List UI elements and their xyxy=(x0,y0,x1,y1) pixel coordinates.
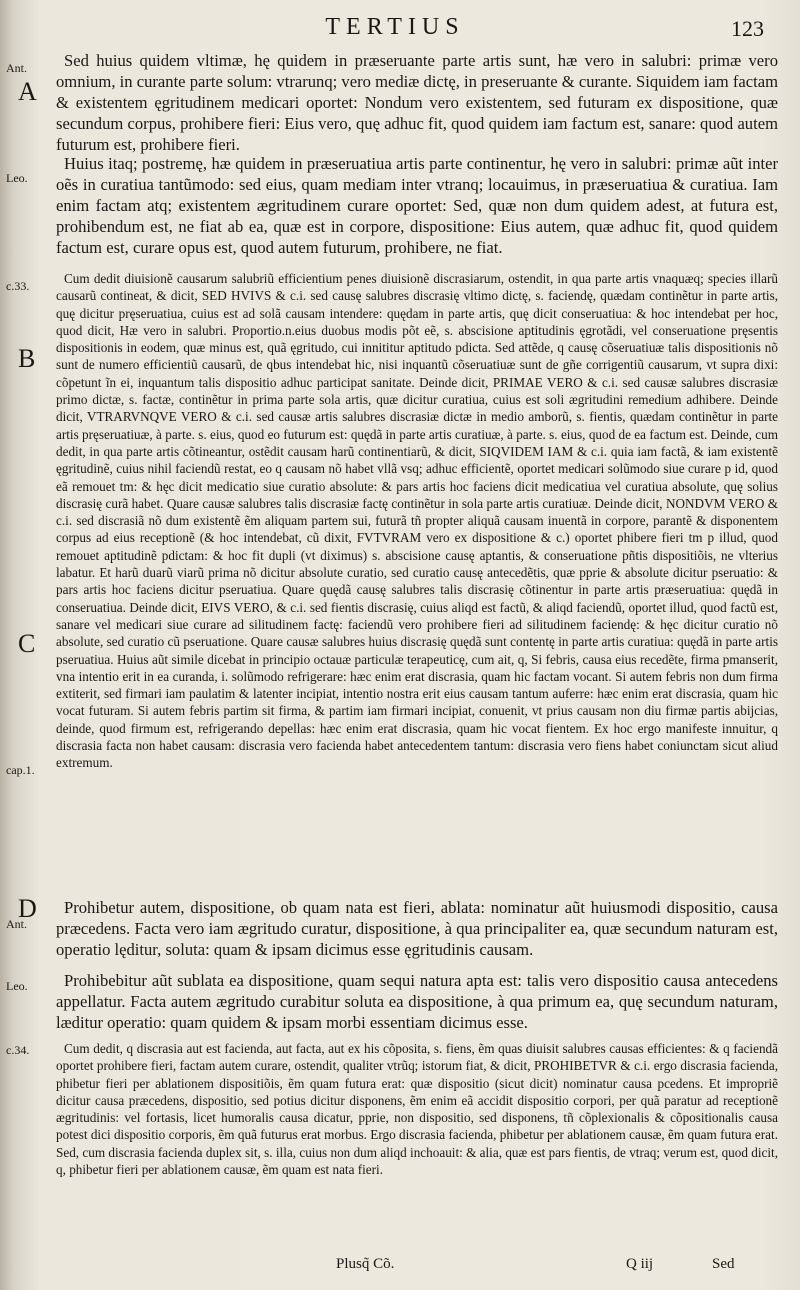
paragraph-leoniceno-2: Prohibebitur aũt sublata ea dispositione, quam sequi natura apta est: talis vero dispositio causa antecedens appellatur. Facta autem ægritudo curabitur soluta ea dispositione, à qua primum ea, quę secundum naturam, læditur operatio: quam quidem & ipsam morbi essentiam dicimus esse. xyxy=(56,971,778,1032)
margin-note-leo: Leo. xyxy=(6,171,28,185)
catchword-right: Sed xyxy=(712,1256,735,1272)
commentary-paragraph-2: Cum dedit, q discrasia aut est facienda, aut facta, aut ex his cõposita, s. fiens, ẽm quas diuisit salubres causas efficientes: & q faciendã oportet prohibere fieri, factam autem curare, ostendit, qualiter vtrũq; istorum fiat, & dicit, PROHIBETVR & c.i. ergo discrasia facienda, phibetur fieri per ablationem dispositiõis, ẽm quam futura erat: quæ dispositio (sicut dicit) nominatur causa pcedens. Et impropriẽ dicitur causa præcedens, dispositio, sed potius dicitur disponens, ẽm enim eã accidit dispositio corpori, per quã paratur ad receptionẽ ægritudinis: vel fortasis, licet humoralis causa dicatur, pprie, non dispositio, sed disponens, tñ cõplexionalis & cõpositionalis causa potest dici dispositio corporis, ẽm quã futurus erat morbus. Ergo discrasia facienda, phibetur per ablationem causæ, ẽm quam futura erat. Sed, cum discrasia facienda duplex sit, s. illa, cuius non dum aliqd inchoauit: & alia, quæ est pars fientis, de vtraq; verum est, quod dicit, q, phibetur fieri per ablationem causæ, ẽm quam est nata fieri. xyxy=(56,1041,778,1178)
margin-letter-c: C xyxy=(18,629,36,658)
text-block-1 xyxy=(56,50,778,155)
text-block-4 xyxy=(56,970,778,1033)
margin-letter-a: A xyxy=(18,77,37,106)
margin-note-leo-2: Leo. xyxy=(6,979,28,993)
margin-note-cap1: cap.1. xyxy=(6,763,35,777)
text-block-2 xyxy=(56,153,778,258)
catchword-left: Plusq̃ Cõ. xyxy=(336,1256,395,1272)
text-block-3 xyxy=(56,897,778,960)
margin-note-ant: Ant. xyxy=(6,61,27,75)
running-head: TERTIUS xyxy=(325,14,465,40)
commentary-block-2 xyxy=(56,1040,778,1178)
page-footer xyxy=(0,1250,800,1280)
margin-note-c34: c.34. xyxy=(6,1043,30,1057)
paragraph-antiqua-2: Prohibetur autem, dispositione, ob quam nata est fieri, ablata: nominatur aũt huiusmodi dispositio, causa præcedens. Facta vero iam ægritudo curatur, dispositione, à qua principaliter ea, quæ secundum naturam est, operatio lęditur, soluta: quam & ipsam dicimus esse ęgritudinis causam. xyxy=(56,898,778,959)
margin-letter-b: B xyxy=(18,344,36,373)
commentary-block-1 xyxy=(56,270,778,772)
signature-mark: Q iij xyxy=(626,1256,654,1272)
commentary-paragraph-1: Cum dedit diuisionẽ causarum salubriũ efficientium penes diuisionẽ discrasiarum, ostendit, in qua parte artis vnaquæq; species illarũ causarũ contineat, & dicit, SED HVIVS & c.i. sed causę salubres discrasię vltimo dictę, s. faciendę, quædam continẽtur in parte artis, quę dicitur pręseruatiua, cuius est ad solã causam intendere: quędam in parte artis, quę dicit conseruatiua: & hoc intendebat per hoc, quod dicit, Hæ vero in salubri. Proportio.n.eius duobus modis põt eẽ, s. abscisione aptitudinis ęgrotãdi, vel conseruatione pręsentis dispositionis in eodem, quæ minus est, quã ęgritudo, cui innititur aptitudo pdicta. Sed attẽde, q causę cõseruatiuæ talis dispositionis nõ sunt de numero efficientiũ causarũ, de qbus intendebat hic, nisi inquantũ cõseruatiuæ sunt de gñe corrigentiũ causarum, vt supra dixi: cõpetunt ĩn ei, inquantum talis dispositio adhuc participat sanitate. Deinde dicit, PRIMAE VERO & c.i. sed causæ salubres discrasiæ primo dictæ, s. factæ, continẽtur in prima parte sola artis, quæ dicitur curatiua, cuius est soli ægritudini remedium adhibere. Deinde dicit, VTRARVNQVE VERO & c.i. sed causæ artis salubres discrasiæ dictæ in medio amborũ, s. fientis, quædam continẽtur in parte artis pręseruatiuæ, à parte. s. eius, quod eo futurum est: quędã in parte artis curatiuæ, à parte. s. eius, quod de ea factum est. Deinde, cum dedit, in qua parte artis cõtineantur, ostẽdit causam harũ continentiarũ, & dicit, SIQVIDEM IAM & c.i. quia iam factã, & iam existentẽ ęgritudinẽ, cuius nihil faciendũ restat, eo q causam nõ habet vllã vsq; adhuc efficientẽ, oportet medicari solũmodo siue curare p id, quod eã remouet tm: & hęc dicit medicatio siue curatio absolute: & pars artis hoc faciens dicit medicatiua vel curatiua absolute, quę solius discrasię curã habet. Quare causæ salubres talis discrasiæ factę continẽtur in sola parte artis curatiuæ. Deinde dicit, NONDVM VERO & c.i. sed discrasiã nõ dum existentẽ ẽm aliquam partem sui, futurã tñ propter aliquã causam inuentã in corpore, parantẽ & disponentem corpus ad eius receptionẽ (& hoc intendebat, cũ dixit, FVTVRAM vero ex dispositione & c.) oportet phibere fieri tm p illud, quod remouet aptitudinẽ pdictam: & hoc fit dupli (vt diximus) s. abscisione causę aptantis, & conseruatione pñtis dispositiõis, ne vlterius labatur. Et harũ duarũ viarũ prima nõ dicitur absolute curatio, sed curatio causę antecedẽtis, quæ pprie & absolute dicitur pseruatio: & pars artis hoc faciens dicitur pseruatiua. Quare quędã causę salubres talis discrasię cõtinentur in parte artis præseruatiua: quędã in conseruatiua. Deinde dicit, EIVS VERO, & c.i. sed fientis discrasię, cuius aliqd est factũ, & aliqd faciendũ, oportet illud, quod factũ est, sanare vel medicari siue curare ad silitudinem factę: faciendũ vero prohibere fieri ad silitudinem faciendę: & hęc dicitur curatio nõ absolute, sed curatio cũ pseruatione. Quare causæ salubres huius discrasię quędã sunt contentę in parte artis curatiua: quędã in parte artis pseruatiua. Huius aũt simile dicebat in principio octauæ particulæ terapeuticę, cum ait, q, Si febris, causa eius recedẽte, firma pmanserit, vna intentio erit in ea curanda, i. solũmodo refrigerare: hæc enim erat discrasia, quam hic factam vocant. Si autem febris non dum firma extiterit, sed firmari iam paulatim & latenter incipiat, intentio nostra erit eius causam tantum auferre: hæc enim erat discrasia, quam hic vocat futuram. Si autem febris partim sit firma, & partim iam firmari incipiat, conuenit, vt prius causam non diu firmæ partis abijcias, deinde, quod firmum est, refrigerando depellas: hæc enim erat discrasia, quam hic vocat fientem. Ex hoc ergo manifeste innuitur, q discrasia facta non habet causam: discrasia vero facienda habet antecedentem tantum: discrasia vero fiens habet coniunctam sicut aliud extremum. xyxy=(56,271,778,771)
margin-note-ant-2: Ant. xyxy=(6,917,27,931)
page-number: 123 xyxy=(731,16,764,41)
paragraph-antiqua: Sed huius quidem vltimæ, hę quidem in præseruante parte artis sunt, hæ vero in salubri: primæ vero omnium, in curante parte solum: vtrarunq; vero mediæ dictę, in preseruante & curante. Siquidem iam factam & existentem ęgritudinem medicari oportet: Nondum vero existentem, sed futuram ex dispositione, quæ secundum corpus, prohibere fieri: Eius vero, quę adhuc fit, quod quidem iam factum est, sanare: quod autem futurum est, prohibere fieri. xyxy=(56,51,778,154)
margin-letter-d: D xyxy=(18,894,37,923)
paragraph-leoniceno: Huius itaq; postremę, hæ quidem in præseruatiua artis parte continentur, hę vero in salubri: primæ aũt inter oẽs in curatiua tantũmodo: sed eius, quam mediam inter vtranq; locauimus, in præseruatiua & curatiua. Iam enim factam atq; existentem ægritudinem curare oportet: Sed, quæ non dum quidem adest, at futura est, prohibendum est, ne fiat ab ea, quæ est in corpore, dispositione: Eius autem, quæ adhuc fit, quod quidem factum est, curare opus est, quod autem futurum, prohibere, ne fiat. xyxy=(56,154,778,257)
margin-note-c33: c.33. xyxy=(6,279,30,293)
